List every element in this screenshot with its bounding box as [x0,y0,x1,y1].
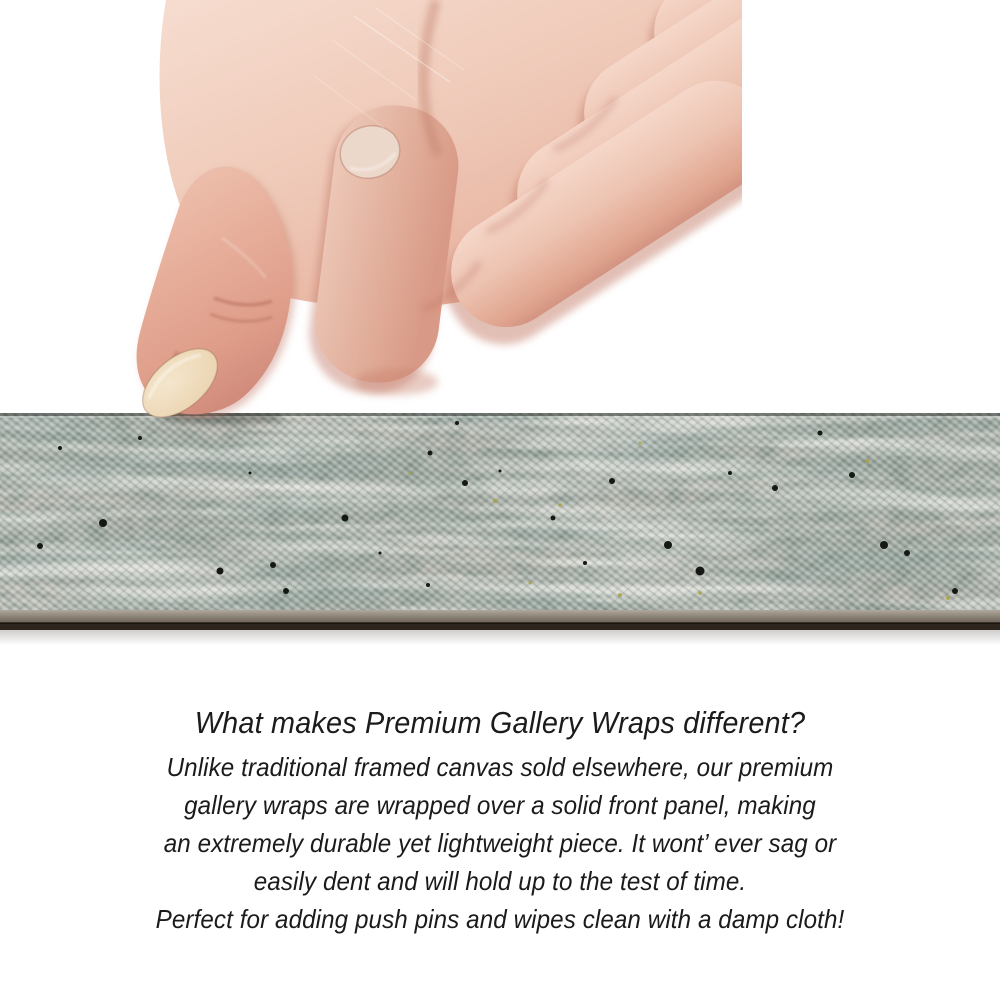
panel-side-edge [0,610,1000,630]
caption-line-1: Unlike traditional framed canvas sold elsewhere, our premium [166,752,834,782]
caption-line-3: an extremely durable yet lightweight piece. It wont’ ever sag or [163,828,837,858]
caption-heading: What makes Premium Gallery Wraps different? [194,705,806,740]
caption-line-4: easily dent and will hold up to the test of time. [253,866,747,896]
caption-block [0,702,1000,938]
thumb [130,166,295,419]
caption-line-2: gallery wraps are wrapped over a solid front panel, making [184,790,816,820]
canvas-texture [0,413,1000,610]
strip-drop-shadow [0,630,1000,645]
canvas-edge-strip [0,413,1000,630]
caption-line-5: Perfect for adding push pins and wipes clean with a damp cloth! [155,904,845,934]
hand-photo [118,0,742,419]
